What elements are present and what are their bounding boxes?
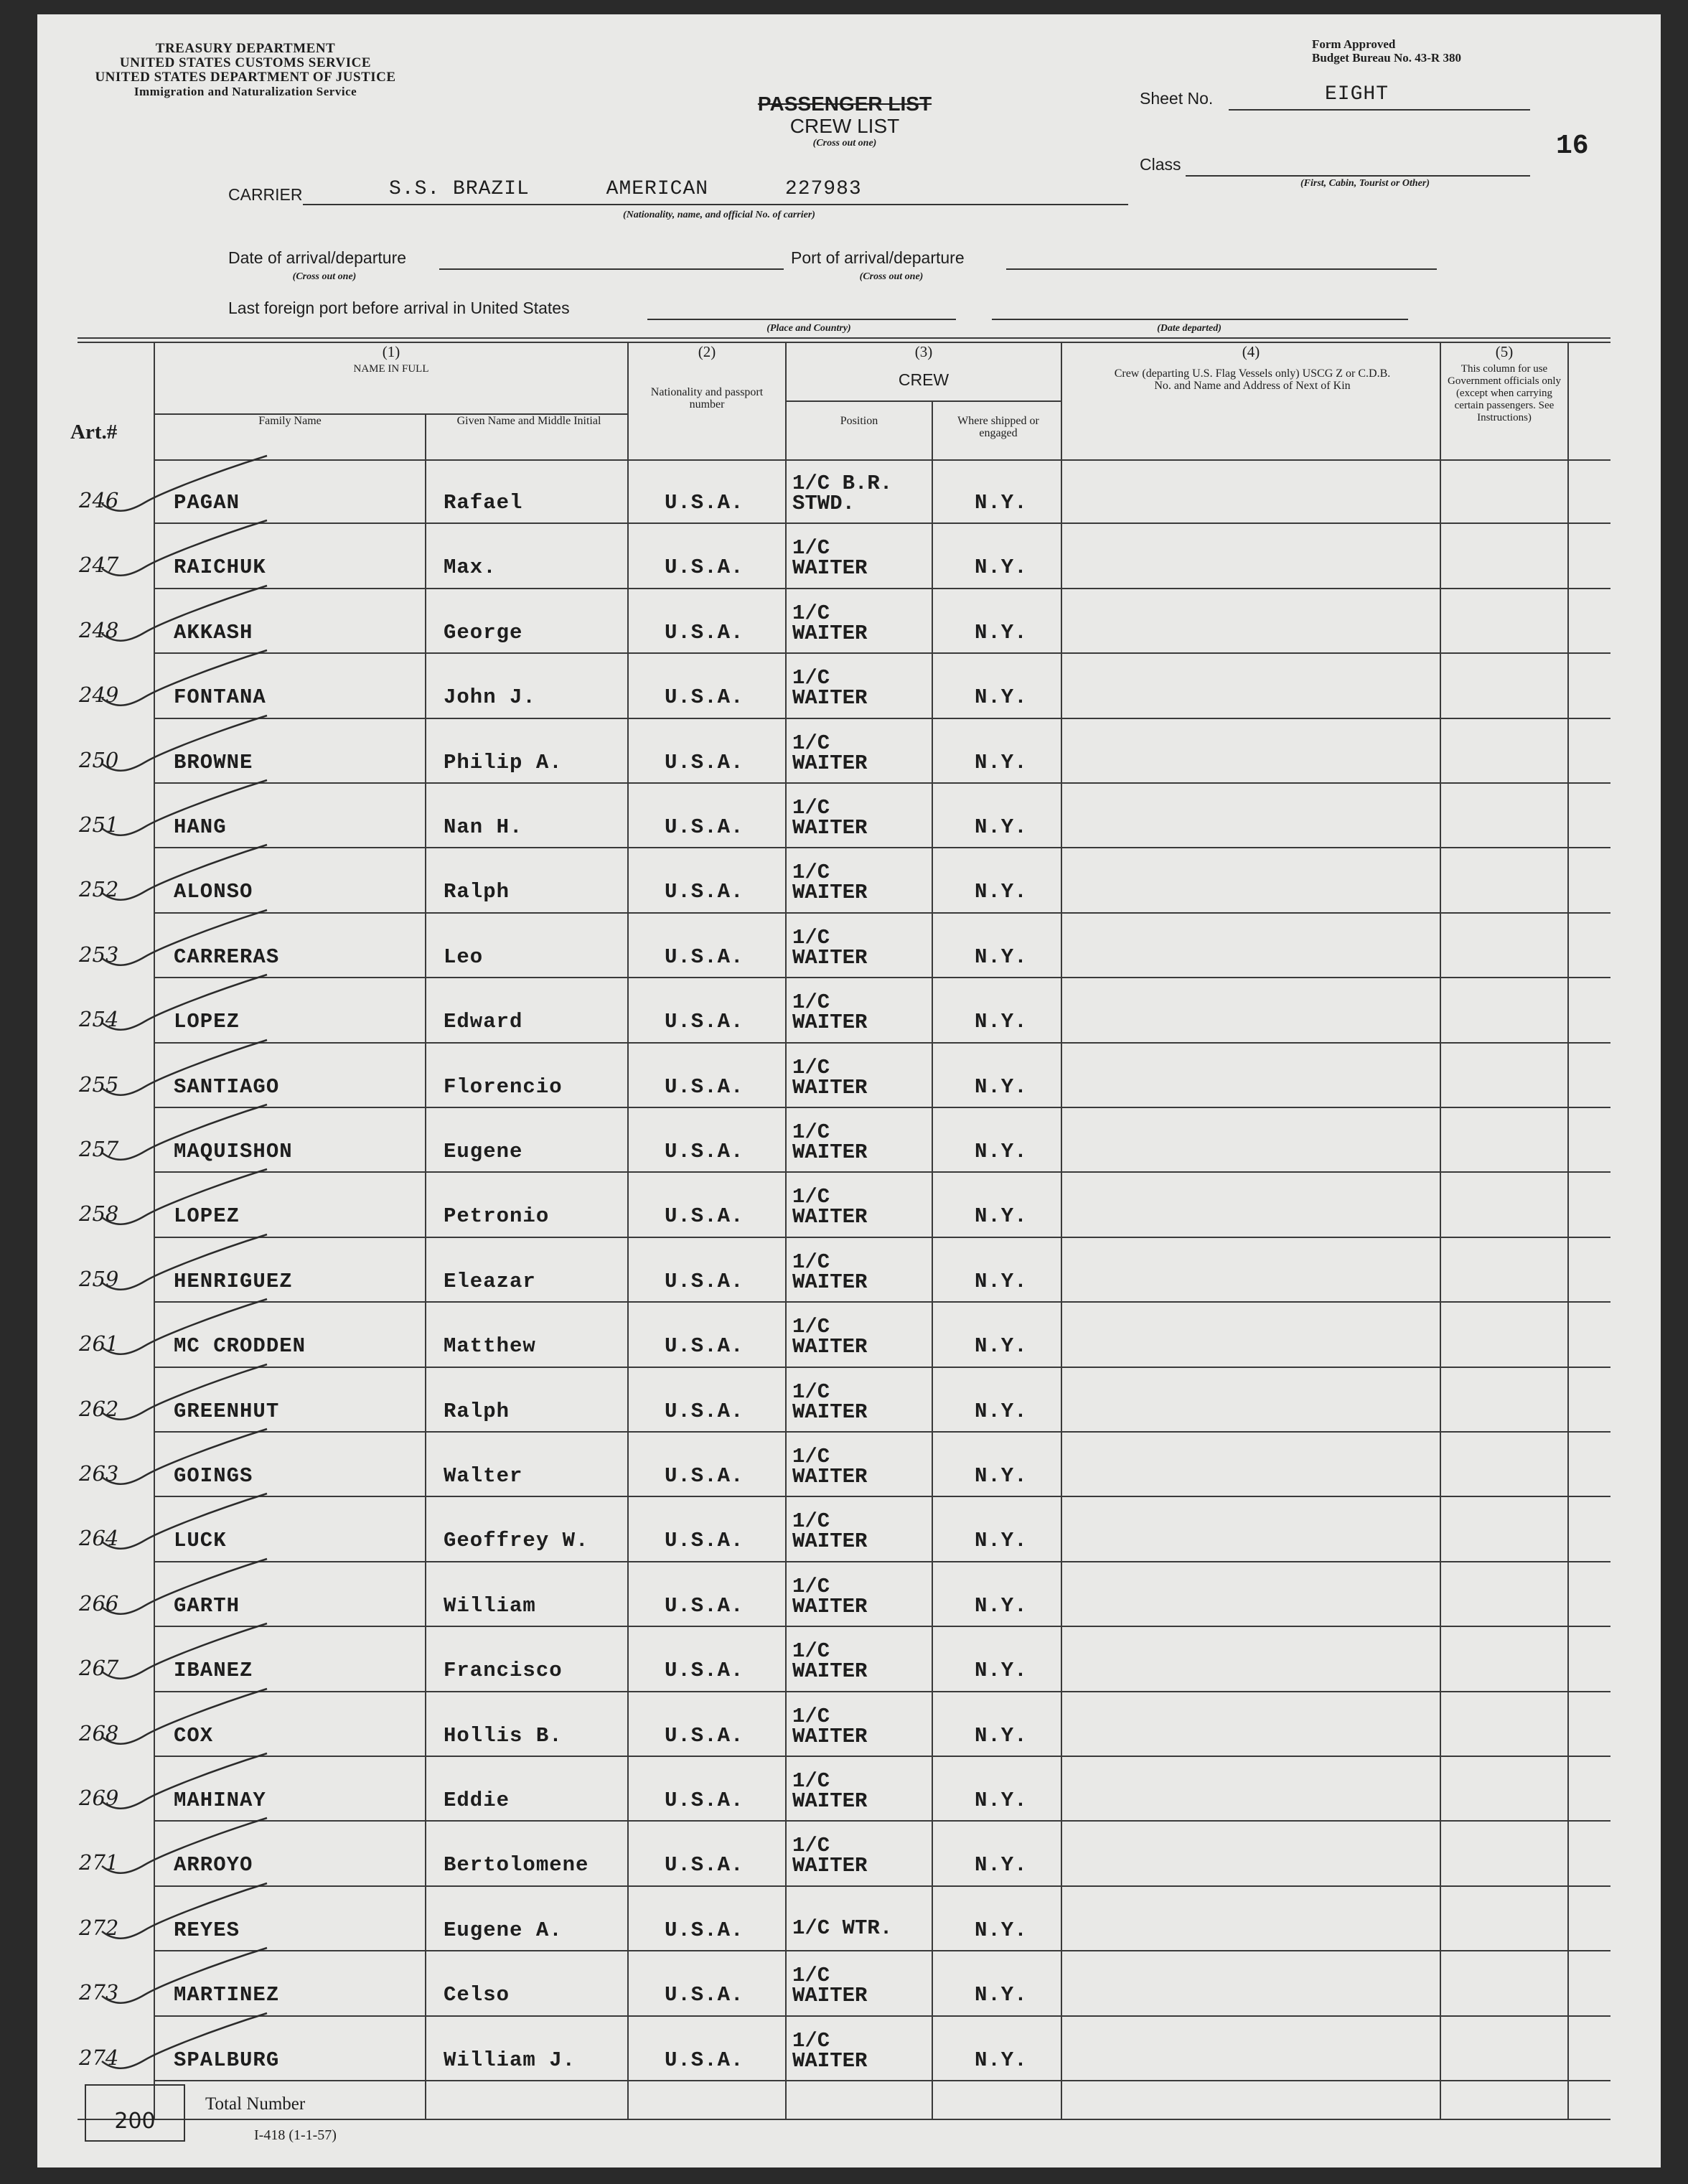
- header-subrule: [787, 400, 1061, 402]
- article-number: 264: [79, 1526, 119, 1550]
- position-line-1: 1/C: [792, 1315, 830, 1339]
- where-shipped: N.Y.: [975, 1270, 1028, 1293]
- class-field: [1186, 155, 1530, 177]
- given-name: Florencio: [444, 1075, 563, 1099]
- family-name: LUCK: [174, 1529, 227, 1552]
- where-shipped: N.Y.: [975, 815, 1028, 839]
- family-name: GREENHUT: [174, 1400, 280, 1423]
- check-mark-icon: [102, 2010, 317, 2081]
- check-mark-icon: [102, 712, 317, 784]
- col1-title: NAME IN FULL: [353, 363, 429, 375]
- check-mark-icon: [102, 1295, 317, 1367]
- article-number: 253: [79, 942, 119, 967]
- total-box: [85, 2084, 185, 2142]
- total-value: 200: [114, 2109, 156, 2134]
- given-name: Petronio: [444, 1204, 550, 1228]
- col2-number: (2): [698, 343, 716, 360]
- article-number: 248: [79, 618, 119, 642]
- position-line-1: 1/C: [792, 536, 830, 560]
- position-line-1: 1/C: [792, 731, 830, 755]
- position-line-2: WAITER: [792, 556, 868, 580]
- nationality: U.S.A.: [665, 1140, 744, 1163]
- family-name: GOINGS: [174, 1464, 253, 1488]
- table-row: [37, 2017, 1661, 2081]
- position-line-2: WAITER: [792, 1854, 868, 1878]
- where-shipped: N.Y.: [975, 556, 1028, 579]
- table-row: [37, 719, 1661, 784]
- given-name: Eleazar: [444, 1270, 536, 1293]
- position-line-2: WAITER: [792, 1270, 868, 1294]
- given-name: Matthew: [444, 1334, 536, 1358]
- carrier-field: [303, 178, 1128, 205]
- family-name: ARROYO: [174, 1853, 253, 1877]
- position-line-1: 1/C: [792, 1120, 830, 1144]
- nationality: U.S.A.: [665, 1529, 744, 1552]
- table-row: [37, 1368, 1661, 1433]
- family-name: LOPEZ: [174, 1204, 240, 1228]
- where-shipped: N.Y.: [975, 945, 1028, 969]
- given-name: Nan H.: [444, 815, 523, 839]
- date-departed-field: [992, 299, 1408, 320]
- nationality: U.S.A.: [665, 880, 744, 904]
- given-name: Hollis B.: [444, 1724, 563, 1748]
- check-mark-icon: [102, 1361, 317, 1433]
- table-row: [37, 1044, 1661, 1108]
- check-mark-icon: [102, 517, 317, 589]
- position-line-1: 1/C: [792, 1445, 830, 1468]
- check-mark-icon: [102, 1101, 317, 1173]
- article-number: 249: [79, 683, 119, 707]
- position-line-2: WAITER: [792, 1335, 868, 1359]
- where-shipped: N.Y.: [975, 1075, 1028, 1099]
- position-line-2: WAITER: [792, 816, 868, 840]
- article-number: 254: [79, 1007, 119, 1031]
- nationality: U.S.A.: [665, 556, 744, 579]
- where-shipped: N.Y.: [975, 1140, 1028, 1163]
- check-mark-icon: [102, 647, 317, 718]
- where-shipped: N.Y.: [975, 1010, 1028, 1034]
- nationality: U.S.A.: [665, 1789, 744, 1812]
- nationality: U.S.A.: [665, 1594, 744, 1618]
- article-number: 262: [79, 1397, 119, 1421]
- budget-bureau: Budget Bureau No. 43-R 380: [1312, 51, 1461, 65]
- article-number: 257: [79, 1137, 119, 1161]
- table-top-rule: [78, 337, 1610, 339]
- table-row: [37, 1692, 1661, 1757]
- given-name: Edward: [444, 1010, 523, 1034]
- position-line-2: WAITER: [792, 751, 868, 775]
- agency-line: TREASURY DEPARTMENT: [155, 41, 336, 56]
- last-port-label: Last foreign port before arrival in United States: [228, 299, 570, 317]
- nationality: U.S.A.: [665, 1918, 744, 1942]
- table-row: [37, 1173, 1661, 1237]
- table-row: [37, 459, 1661, 524]
- family-name: SANTIAGO: [174, 1075, 280, 1099]
- col5-number: (5): [1495, 343, 1514, 360]
- table-row: [37, 848, 1661, 913]
- family-name: SPALBURG: [174, 2048, 280, 2072]
- given-name: Francisco: [444, 1659, 563, 1682]
- carrier-hint: (Nationality, name, and official No. of carrier): [623, 210, 815, 220]
- check-mark-icon: [102, 841, 317, 913]
- family-name: CARRERAS: [174, 945, 280, 969]
- given-name: Eugene A.: [444, 1918, 563, 1942]
- where-shipped: N.Y.: [975, 751, 1028, 774]
- position-line-1: 1/C: [792, 2029, 830, 2053]
- position-line-2: WAITER: [792, 1140, 868, 1164]
- nationality: U.S.A.: [665, 1659, 744, 1682]
- table-row: [37, 1108, 1661, 1173]
- position-line-1: 1/C: [792, 926, 830, 950]
- col4-number: (4): [1242, 343, 1260, 360]
- position-line-1: 1/C: [792, 1575, 830, 1598]
- position-line-2: WAITER: [792, 1984, 868, 2007]
- table-row: [37, 1951, 1661, 2016]
- table-row: [37, 1562, 1661, 1627]
- where-shipped: N.Y.: [975, 1334, 1028, 1358]
- table-bottom-rule: [78, 2119, 1610, 2120]
- page-number: 16: [1556, 131, 1589, 161]
- family-name: AKKASH: [174, 621, 253, 645]
- where-shipped: N.Y.: [975, 1789, 1028, 1812]
- sheet-value: EIGHT: [1325, 83, 1389, 106]
- col3-number: (3): [914, 343, 933, 360]
- agency-line: UNITED STATES CUSTOMS SERVICE: [119, 55, 372, 70]
- where-header: Where shipped or engaged: [957, 415, 1039, 439]
- carrier-label: CARRIER: [228, 185, 303, 204]
- given-name: Eugene: [444, 1140, 523, 1163]
- family-name: BROWNE: [174, 751, 253, 774]
- article-number: 272: [79, 1916, 119, 1940]
- article-number: 271: [79, 1850, 119, 1875]
- family-name: HANG: [174, 815, 227, 839]
- position-line-2: WAITER: [792, 1400, 868, 1424]
- check-mark-icon: [102, 582, 317, 654]
- check-mark-icon: [102, 1685, 317, 1757]
- family-name: GARTH: [174, 1594, 240, 1618]
- article-number: 259: [79, 1267, 119, 1291]
- position-line-1: 1/C: [792, 861, 830, 884]
- form-code: I-418 (1-1-57): [254, 2127, 337, 2143]
- nationality: U.S.A.: [665, 685, 744, 709]
- nationality: U.S.A.: [665, 1334, 744, 1358]
- col4-title: Crew (departing U.S. Flag Vessels only) USCG Z or C.D.B. No. and Name and Address of Next of Kin: [1114, 367, 1391, 392]
- position-line-2: WAITER: [792, 1725, 868, 1748]
- given-name: Leo: [444, 945, 484, 969]
- table-row: [37, 1757, 1661, 1822]
- family-name: PAGAN: [174, 491, 240, 515]
- family-name: RAICHUK: [174, 556, 266, 579]
- family-name: MAQUISHON: [174, 1140, 293, 1163]
- sheet-field: [1229, 85, 1530, 111]
- col3-title: CREW: [898, 370, 950, 389]
- check-mark-icon: [102, 1166, 317, 1237]
- position-line-1: 1/C: [792, 1056, 830, 1079]
- article-number: 267: [79, 1656, 119, 1680]
- family-name: MARTINEZ: [174, 1983, 280, 2007]
- sheet-label: Sheet No.: [1140, 89, 1214, 108]
- family-name: COX: [174, 1724, 214, 1748]
- where-shipped: N.Y.: [975, 1594, 1028, 1618]
- given-name: Rafael: [444, 491, 523, 515]
- table-row: [37, 784, 1661, 848]
- where-shipped: N.Y.: [975, 621, 1028, 645]
- position-line-2: WAITER: [792, 881, 868, 904]
- nationality: U.S.A.: [665, 1270, 744, 1293]
- table-row: [37, 1238, 1661, 1303]
- given-name: Philip A.: [444, 751, 563, 774]
- nationality: U.S.A.: [665, 751, 744, 774]
- where-shipped: N.Y.: [975, 1659, 1028, 1682]
- position-line-1: 1/C WTR.: [792, 1916, 893, 1940]
- form-approved-label: Form Approved: [1312, 37, 1396, 51]
- family-name: LOPEZ: [174, 1010, 240, 1034]
- position-line-1: 1/C: [792, 1380, 830, 1404]
- table-row: [37, 1822, 1661, 1886]
- family-name: MAHINAY: [174, 1789, 266, 1812]
- position-line-2: WAITER: [792, 2049, 868, 2073]
- port-cross: (Cross out one): [859, 271, 924, 282]
- position-line-2: WAITER: [792, 946, 868, 970]
- position-line-1: 1/C: [792, 796, 830, 820]
- agency-line: Immigration and Naturalization Service: [133, 85, 357, 98]
- nationality: U.S.A.: [665, 1853, 744, 1877]
- article-number: 246: [79, 488, 119, 512]
- check-mark-icon: [102, 1036, 317, 1108]
- check-mark-icon: [102, 1555, 317, 1627]
- check-mark-icon: [102, 1620, 317, 1692]
- position-line-1: 1/C: [792, 1769, 830, 1793]
- nationality: U.S.A.: [665, 1010, 744, 1034]
- family-name: HENRIGUEZ: [174, 1270, 293, 1293]
- given-name: Eddie: [444, 1789, 510, 1812]
- table-row: [37, 524, 1661, 589]
- date-cross: (Cross out one): [292, 271, 357, 282]
- list-title: [683, 93, 1006, 149]
- check-mark-icon: [102, 1944, 317, 2016]
- agency-block: [73, 42, 418, 99]
- given-name: Celso: [444, 1983, 510, 2007]
- nationality: U.S.A.: [665, 1400, 744, 1423]
- where-shipped: N.Y.: [975, 1400, 1028, 1423]
- given-name: Bertolomene: [444, 1853, 589, 1877]
- total-label: Total Number: [205, 2094, 306, 2114]
- article-number: 266: [79, 1591, 119, 1616]
- class-label: Class: [1140, 155, 1181, 174]
- article-number: 247: [79, 553, 119, 577]
- nationality: U.S.A.: [665, 1983, 744, 2007]
- nationality: U.S.A.: [665, 1724, 744, 1748]
- family-name-header: Family Name: [258, 415, 322, 427]
- agency-line: UNITED STATES DEPARTMENT OF JUSTICE: [95, 70, 396, 85]
- given-name: John J.: [444, 685, 536, 709]
- given-name: William J.: [444, 2048, 576, 2072]
- position-line-1: 1/C B.R.: [792, 472, 893, 495]
- table-row: [37, 1303, 1661, 1367]
- table-row: [37, 914, 1661, 978]
- article-number: 268: [79, 1721, 119, 1745]
- check-mark-icon: [102, 777, 317, 848]
- position-header: Position: [840, 415, 878, 427]
- family-name: ALONSO: [174, 880, 253, 904]
- nationality: U.S.A.: [665, 945, 744, 969]
- given-name: Geoffrey W.: [444, 1529, 589, 1552]
- position-line-1: 1/C: [792, 1185, 830, 1209]
- check-mark-icon: [102, 1880, 317, 1951]
- port-field: [1006, 248, 1437, 270]
- class-hint: (First, Cabin, Tourist or Other): [1300, 178, 1430, 189]
- date-label: Date of arrival/departure: [228, 248, 407, 267]
- carrier-value: S.S. BRAZIL AMERICAN 227983: [389, 178, 862, 200]
- check-mark-icon: [102, 1750, 317, 1822]
- place-hint: (Place and Country): [766, 323, 851, 334]
- check-mark-icon: [102, 1425, 317, 1497]
- check-mark-icon: [102, 1814, 317, 1886]
- col2-title: Nationality and passport number: [650, 386, 764, 411]
- position-line-1: 1/C: [792, 1705, 830, 1728]
- position-line-2: WAITER: [792, 622, 868, 645]
- date-departed-hint: (Date departed): [1157, 323, 1222, 334]
- position-line-2: WAITER: [792, 1659, 868, 1683]
- given-name-header: Given Name and Middle Initial: [456, 415, 601, 427]
- given-name: Walter: [444, 1464, 523, 1488]
- nationality: U.S.A.: [665, 491, 744, 515]
- position-line-1: 1/C: [792, 1250, 830, 1274]
- article-number: 255: [79, 1072, 119, 1097]
- nationality: U.S.A.: [665, 815, 744, 839]
- position-line-2: WAITER: [792, 1205, 868, 1229]
- article-number: 250: [79, 748, 119, 772]
- position-line-1: 1/C: [792, 990, 830, 1014]
- given-name: Ralph: [444, 880, 510, 904]
- nationality: U.S.A.: [665, 1075, 744, 1099]
- table-row: [37, 1433, 1661, 1497]
- nationality: U.S.A.: [665, 621, 744, 645]
- article-number: 251: [79, 812, 119, 837]
- where-shipped: N.Y.: [975, 880, 1028, 904]
- check-mark-icon: [102, 1490, 317, 1562]
- document-page: [37, 14, 1661, 2167]
- article-number: 273: [79, 1980, 119, 2005]
- article-number: 258: [79, 1201, 119, 1226]
- where-shipped: N.Y.: [975, 1464, 1028, 1488]
- article-number: 263: [79, 1461, 119, 1486]
- position-line-2: WAITER: [792, 1529, 868, 1553]
- where-shipped: N.Y.: [975, 685, 1028, 709]
- position-line-1: 1/C: [792, 1509, 830, 1533]
- nationality: U.S.A.: [665, 2048, 744, 2072]
- where-shipped: N.Y.: [975, 1529, 1028, 1552]
- article-number: 274: [79, 2045, 119, 2070]
- article-number: 269: [79, 1786, 119, 1810]
- table-row: [37, 589, 1661, 654]
- check-mark-icon: [102, 971, 317, 1043]
- where-shipped: N.Y.: [975, 491, 1028, 515]
- position-line-1: 1/C: [792, 601, 830, 625]
- title-cross-out: (Cross out one): [812, 138, 877, 149]
- check-mark-icon: [102, 906, 317, 978]
- position-line-2: STWD.: [792, 492, 855, 515]
- title-struck: PASSENGER LIST: [757, 93, 932, 115]
- last-port-field: [647, 299, 956, 320]
- nationality: U.S.A.: [665, 1204, 744, 1228]
- family-name: FONTANA: [174, 685, 266, 709]
- position-line-1: 1/C: [792, 1834, 830, 1857]
- where-shipped: N.Y.: [975, 1204, 1028, 1228]
- family-name: REYES: [174, 1918, 240, 1942]
- nationality: U.S.A.: [665, 1464, 744, 1488]
- table-row: [37, 1497, 1661, 1562]
- family-name: IBANEZ: [174, 1659, 253, 1682]
- family-name: MC CRODDEN: [174, 1334, 306, 1358]
- table-row: [37, 1887, 1661, 1951]
- position-line-2: WAITER: [792, 1465, 868, 1489]
- port-label: Port of arrival/departure: [791, 248, 965, 267]
- title-crew-list: CREW LIST: [789, 115, 900, 137]
- col5-title: This column for use Government officials only (except when carrying certain passengers. See Instructions): [1447, 363, 1562, 423]
- table-row: [37, 654, 1661, 718]
- position-line-1: 1/C: [792, 666, 830, 690]
- article-number: 252: [79, 877, 119, 901]
- position-line-2: WAITER: [792, 686, 868, 710]
- form-approved: [1312, 37, 1461, 65]
- check-mark-icon: [102, 452, 317, 524]
- table-row: [37, 978, 1661, 1043]
- where-shipped: N.Y.: [975, 1983, 1028, 2007]
- position-line-2: WAITER: [792, 1011, 868, 1034]
- position-line-2: WAITER: [792, 1595, 868, 1618]
- given-name: Max.: [444, 556, 497, 579]
- where-shipped: N.Y.: [975, 2048, 1028, 2072]
- date-field: [439, 248, 784, 270]
- check-mark-icon: [102, 1231, 317, 1303]
- where-shipped: N.Y.: [975, 1853, 1028, 1877]
- where-shipped: N.Y.: [975, 1724, 1028, 1748]
- article-number: 261: [79, 1331, 119, 1356]
- table-row: [37, 1627, 1661, 1692]
- given-name: George: [444, 621, 523, 645]
- col1-number: (1): [382, 343, 400, 360]
- art-header: Art.#: [70, 421, 118, 444]
- where-shipped: N.Y.: [975, 1918, 1028, 1942]
- position-line-1: 1/C: [792, 1964, 830, 1987]
- given-name: William: [444, 1594, 536, 1618]
- given-name: Ralph: [444, 1400, 510, 1423]
- position-line-2: WAITER: [792, 1789, 868, 1813]
- position-line-1: 1/C: [792, 1639, 830, 1663]
- position-line-2: WAITER: [792, 1076, 868, 1100]
